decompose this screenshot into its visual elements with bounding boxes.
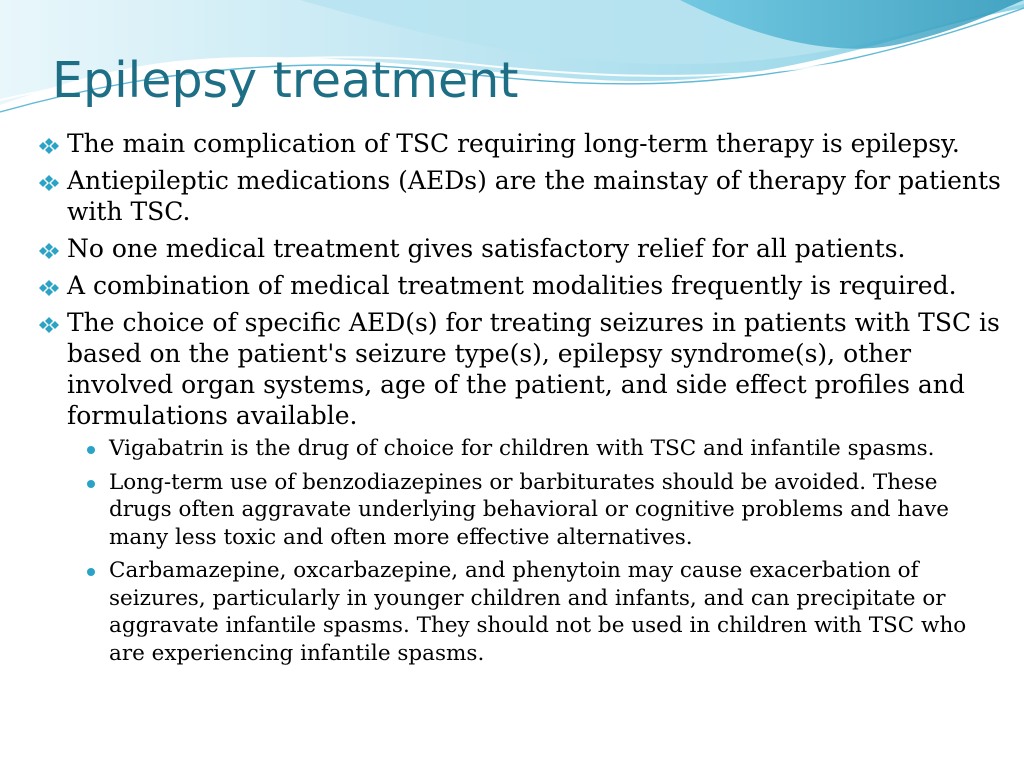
bullet-item [38,128,1004,159]
diamond-cluster-icon [38,243,60,259]
bullet-text: No one medical treatment gives satisfactory relief for all patients. [67,234,906,263]
round-dot-icon [87,480,95,488]
bullet-item [38,233,1004,264]
bullet-item [38,307,1004,667]
bullet-text: The choice of specific AED(s) for treating seizures in patients with TSC is based on the patient's seizure type(s), epilepsy syndrome(s), other involved organ systems, age of the patient, and side effect profiles and formulations available. [67,308,1000,430]
round-dot-icon [87,568,95,576]
sub-bullet-list [38,435,1004,667]
bullet-item [38,165,1004,227]
bullet-list [38,128,1004,673]
diamond-cluster-icon [38,175,60,191]
slide-title: Epilepsy treatment [52,52,519,109]
sub-bullet-item [38,557,1004,667]
bullet-item [38,270,1004,301]
sub-bullet-text: Carbamazepine, oxcarbazepine, and phenytoin may cause exacerbation of seizures, particularly in younger children and infants, and can precipitate or aggravate infantile spasms. They should not be used in children with TSC who are experiencing infantile spasms. [109,558,967,666]
sub-bullet-item [38,435,1004,463]
bullet-text: Antiepileptic medications (AEDs) are the mainstay of therapy for patients with TSC. [67,166,1001,226]
round-dot-icon [87,446,95,454]
diamond-cluster-icon [38,280,60,296]
sub-bullet-text: Vigabatrin is the drug of choice for children with TSC and infantile spasms. [109,436,935,461]
sub-bullet-item [38,469,1004,552]
bullet-text: The main complication of TSC requiring long-term therapy is epilepsy. [67,129,960,158]
sub-bullet-text: Long-term use of benzodiazepines or barbiturates should be avoided. These drugs often aggravate underlying behavioral or cognitive problems and have many less toxic and often more effective alternatives. [109,469,949,550]
diamond-cluster-icon [38,317,60,333]
bullet-text: A combination of medical treatment modalities frequently is required. [67,271,957,300]
diamond-cluster-icon [38,138,60,154]
